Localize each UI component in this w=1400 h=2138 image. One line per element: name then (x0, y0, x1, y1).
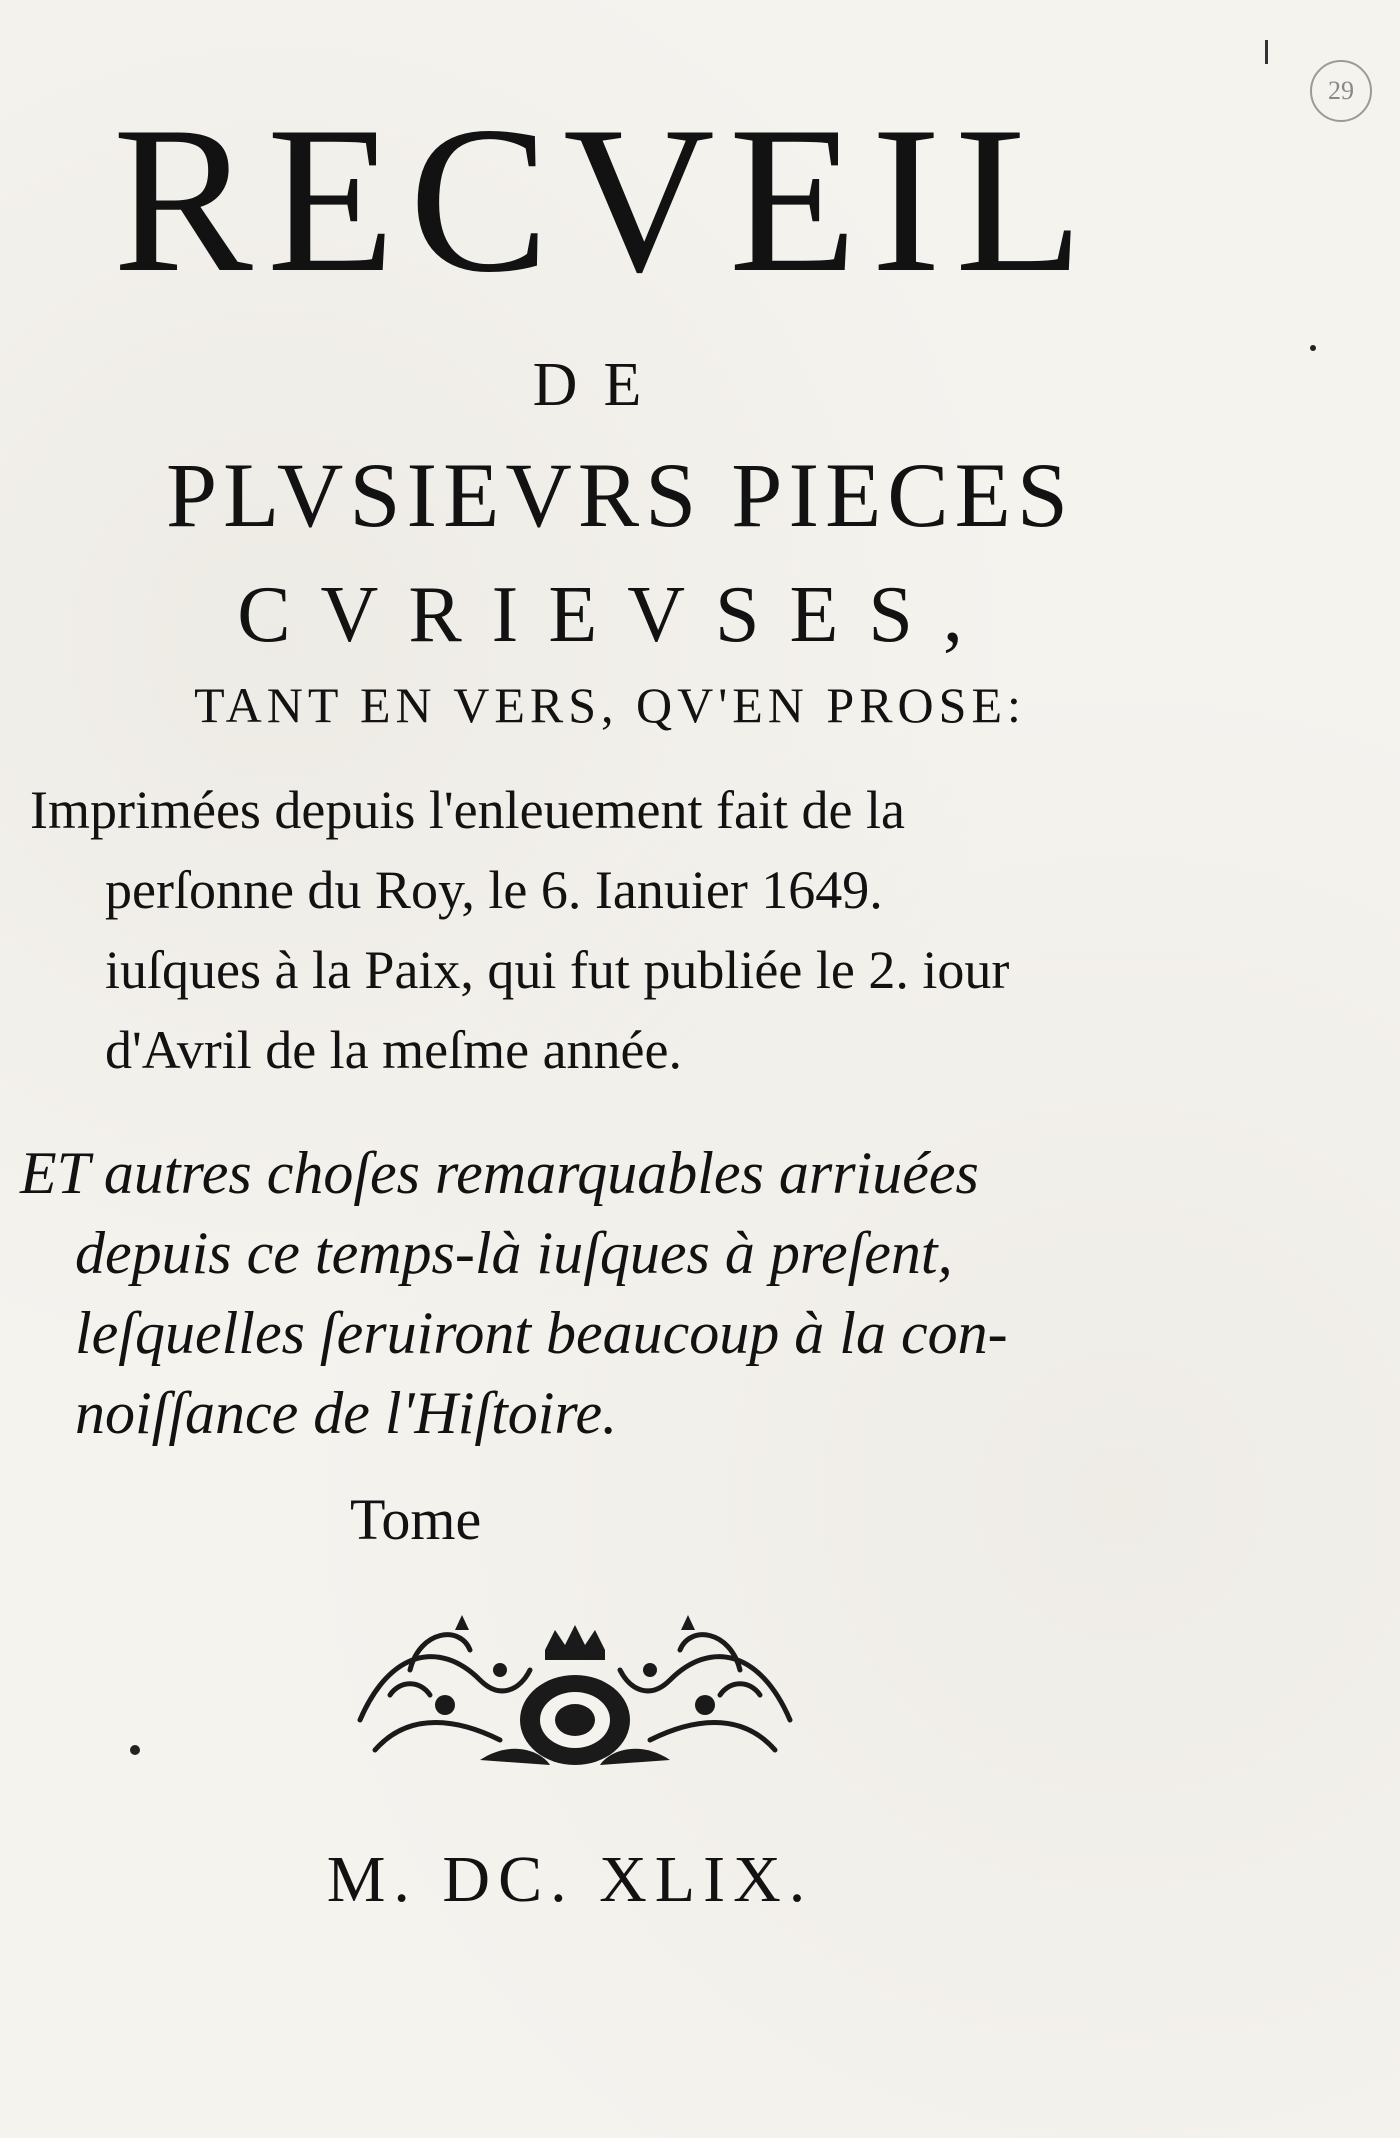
printers-ornament-icon (350, 1610, 800, 1775)
publication-year: M. DC. XLIX. (326, 1843, 814, 1916)
italic-line: leſquelles ſeruiront beaucoup à la con- (75, 1300, 1008, 1366)
ink-speck (1310, 345, 1316, 351)
ink-mark (1265, 40, 1268, 64)
shelfmark-stamp: 29 (1310, 60, 1372, 122)
ink-speck (130, 1745, 140, 1755)
subtitle-de: DE (532, 351, 668, 419)
book-title: RECVEIL (112, 84, 1098, 316)
description-line: perſonne du Roy, le 6. Ianuier 1649. (105, 860, 883, 920)
description-line: iuſques à la Paix, qui fut publiée le 2. iour (105, 940, 1010, 1000)
italic-line: noiſſance de l'Hiſtoire. (75, 1380, 618, 1446)
description-line: Imprimées depuis l'enleuement fait de la (30, 780, 905, 840)
subtitle-curieuses: CVRIEVSES, (237, 571, 993, 659)
tome-label: Tome (350, 1487, 482, 1552)
italic-line: depuis ce temps-là iuſques à preſent, (75, 1220, 953, 1286)
italic-line: ET autres choſes remarquables arriuées (20, 1140, 979, 1206)
subtitle-tant-en-vers: TANT EN VERS, QV'EN PROSE: (194, 677, 1026, 733)
subtitle-plusieurs-pieces: PLVSIEVRS PIECES (165, 444, 1075, 546)
description-line: d'Avril de la meſme année. (105, 1020, 682, 1080)
